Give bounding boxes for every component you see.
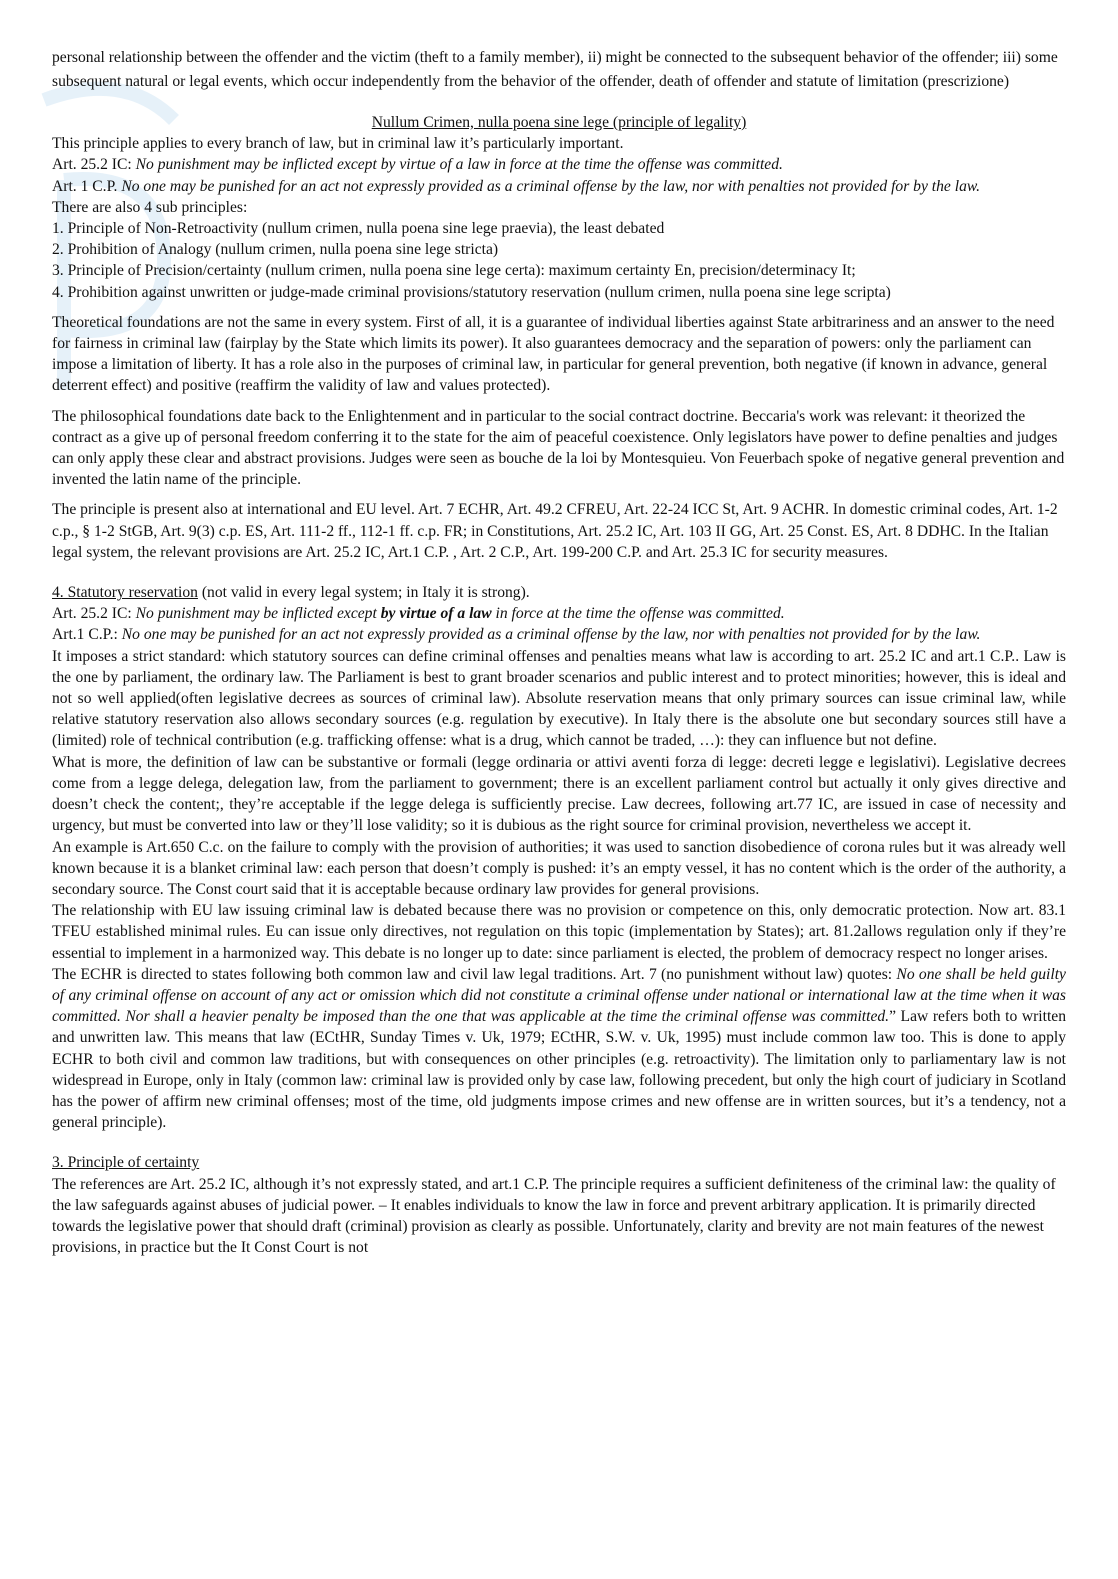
sub-principle-2: 2. Prohibition of Analogy (nullum crimen, nulla poena sine lege stricta) xyxy=(52,241,499,259)
legality-art1: Art. 1 C.P. No one may be punished for an act not expressly provided as a criminal offense by the law, nor with penalties not provided for by the law. xyxy=(52,177,981,195)
statutory-paragraph-1: It imposes a strict standard: which statutory sources can define criminal offenses and penalties means what law is according to art. 25.2 IC and art.1 C.P.. Law is the one by parliament, the ordinary law. The Parliament is best to grant broader scenarios and public interest and to protect minorities; however, this is ideal and not so well applied(often legislative decrees as sources of criminal law). Absolute reservation means that only primary sources can issue criminal law, while relative statutory reservation also allows secondary sources (e.g. regulation by executive). In Italy there is the absolute one but secondary sources still have a (limited) role of technical contribution (e.g. trafficking offense: what is a drug, which cannot be traded, …): they can influence but not define. xyxy=(52,647,1066,750)
sub-principle-4: 4. Prohibition against unwritten or judge-made criminal provisions/statutory reservation (nullum crimen, nulla poena sine lege scripta) xyxy=(52,283,891,301)
sub-principle-3: 3. Principle of Precision/certainty (nullum crimen, nulla poena sine lege certa): maximum certainty En, precision/determinacy It; xyxy=(52,262,856,280)
intro-paragraph: personal relationship between the offender and the victim (theft to a family member), ii) might be connected to the subsequent behavior of the offender; iii) some subsequent natural or legal events, which occur independently from the behavior of the offender, death of offender and statute of limitation (prescrizione) xyxy=(52,49,1058,90)
philosophical-foundations-paragraph: The philosophical foundations date back to the Enlightenment and in particular to the social contract doctrine. Beccaria's work was relevant: it theorized the contract as a give up of personal freedom conferring it to the state for the aim of peaceful coexistence. Only legislators have power to define penalties and judges can only apply these clear and abstract provisions. Judges were seen as bouche de la loi by Montesquieu. Von Feuerbach spoke of negative general prevention and invented the latin name of the principle. xyxy=(52,407,1065,489)
statutory-heading: 4. Statutory reservation xyxy=(52,584,198,602)
section-heading-legality xyxy=(52,112,1066,133)
statutory-paragraph-3: An example is Art.650 C.c. on the failure to comply with the provision of authorities; it was used to sanction disobedience of corona rules but it was already well known because it is a blanket criminal law: each person that doesn’t comply is pushed: it’s an empty vessel, it has no content which is the order of the authority, a secondary source. The Const court said that it is acceptable because ordinary law provides for general provisions. xyxy=(52,838,1066,898)
international-level-paragraph: The principle is present also at international and EU level. Art. 7 ECHR, Art. 49.2 CFREU, Art. 22-24 ICC St, Art. 9 ACHR. In domestic criminal codes, Art. 1-2 c.p., § 1-2 StGB, Art. 9(3) c.p. ES, Art. 111-2 ff., 112-1 ff. c.p. FR; in Constitutions, Art. 25.2 IC, Art. 103 II GG, Art. 25 Const. ES, Art. 8 DDHC. In the Italian legal system, the relevant provisions are Art. 25.2 IC, Art.1 C.P. , Art. 2 C.P., Art. 199-200 C.P. and Art. 25.3 IC for security measures. xyxy=(52,501,1058,561)
certainty-heading: 3. Principle of certainty xyxy=(52,1154,200,1172)
statutory-art1: Art.1 C.P.: No one may be punished for an act not expressly provided as a criminal offense by the law, nor with penalties not provided for by the law. xyxy=(52,626,981,644)
statutory-paragraph-2: What is more, the definition of law can be substantive or formali (legge ordinaria or attivi aventi forza di legge: decreti legge e legislativi). Legislative decrees come from a legge delega, delegation law, from the parliament to government; there is an excellent parliament control but actually it only gives directive and doesn’t check the content;, they’re acceptable if the legge delega is sufficiently precise. Law decrees, following art.77 IC, are issued in case of necessity and urgency, but must be converted into law or they’ll lose validity; so it is dubious as the right source for criminal provision, nevertheless we accept it. xyxy=(52,753,1066,835)
theoretical-foundations-paragraph: Theoretical foundations are not the same in every system. First of all, it is a guarantee of individual liberties against State arbitrariness and an answer to the need for fairness in criminal law (fairplay by the State which limits its power). It also guarantees democracy and the separation of powers: only the parliament can impose a limitation of liberty. It has a role also in the purposes of criminal law, in particular for general prevention, both negative (if known in advance, general deterrent effect) and positive (reaffirm the validity of law and values protected). xyxy=(52,313,1055,395)
statutory-art252: Art. 25.2 IC: No punishment may be inflicted except by virtue of a law in force at the time the offense was committed. xyxy=(52,605,785,623)
sub-principles-intro: There are also 4 sub principles: xyxy=(52,198,248,216)
statutory-paragraph-5: The ECHR is directed to states following both common law and civil law legal traditions. Art. 7 (no punishment without law) quotes: No one shall be held guilty of any criminal offense on account of any act or omission which did not constitute a criminal offense under national or international law at the time when it was committed. Nor shall a heavier penalty be imposed than the one that was applicable at the time the criminal offense was committed.” Law refers both to written and unwritten law. This means that law (ECtHR, Sunday Times v. Uk, 1979; ECtHR, S.W. v. Uk, 1995) must include common law too. This is done to apply ECHR to both civil and common law traditions, but with consequences on other principles (e.g. retroactivity). The limitation only to parliamentary law is not widespread in Europe, only in Italy (common law: criminal law is provided only by case law, following precedent, but only the high court of judiciary in Scotland has the power of affirm new criminal offenses; most of the time, old judgments impose crimes and new offense are in written sources, but it’s a tendency, not a general principle). xyxy=(52,965,1066,1132)
document-page xyxy=(52,46,1066,1258)
certainty-paragraph-1: The references are Art. 25.2 IC, although it’s not expressly stated, and art.1 C.P. The principle requires a sufficient definiteness of the criminal law: the quality of the law safeguards against abuses of judicial power. – It enables individuals to know the law in force and prevent arbitrary application. It is primarily directed towards the legislative power that should draft (criminal) provision as clearly as possible. Unfortunately, clarity and brevity are not main features of the newest provisions, in practice but the It Const Court is not xyxy=(52,1175,1056,1257)
legality-art252: Art. 25.2 IC: No punishment may be inflicted except by virtue of a law in force at the time the offense was committed. xyxy=(52,156,783,174)
legality-heading: Nullum Crimen, nulla poena sine lege (principle of legality) xyxy=(371,114,747,131)
statutory-paragraph-4: The relationship with EU law issuing criminal law is debated because there was no provision or competence on this, only democratic protection. Now art. 83.1 TFEU established minimal rules. Eu can issue only directives, not regulation on this topic (implementation by States); art. 81.2allows regulation only if they’re essential to implement in a harmonized way. This debate is no longer up to date: since parliament is elected, the problem of democracy respect no longer arises. xyxy=(52,902,1066,962)
section-heading-certainty xyxy=(52,1152,1066,1173)
sub-principle-1: 1. Principle of Non-Retroactivity (nullum crimen, nulla poena sine lege praevia), the least debated xyxy=(52,220,665,238)
section-heading-statutory: 4. Statutory reservation (not valid in every legal system; in Italy it is strong). xyxy=(52,584,530,602)
legality-line-1: This principle applies to every branch of law, but in criminal law it’s particularly important. xyxy=(52,135,624,153)
